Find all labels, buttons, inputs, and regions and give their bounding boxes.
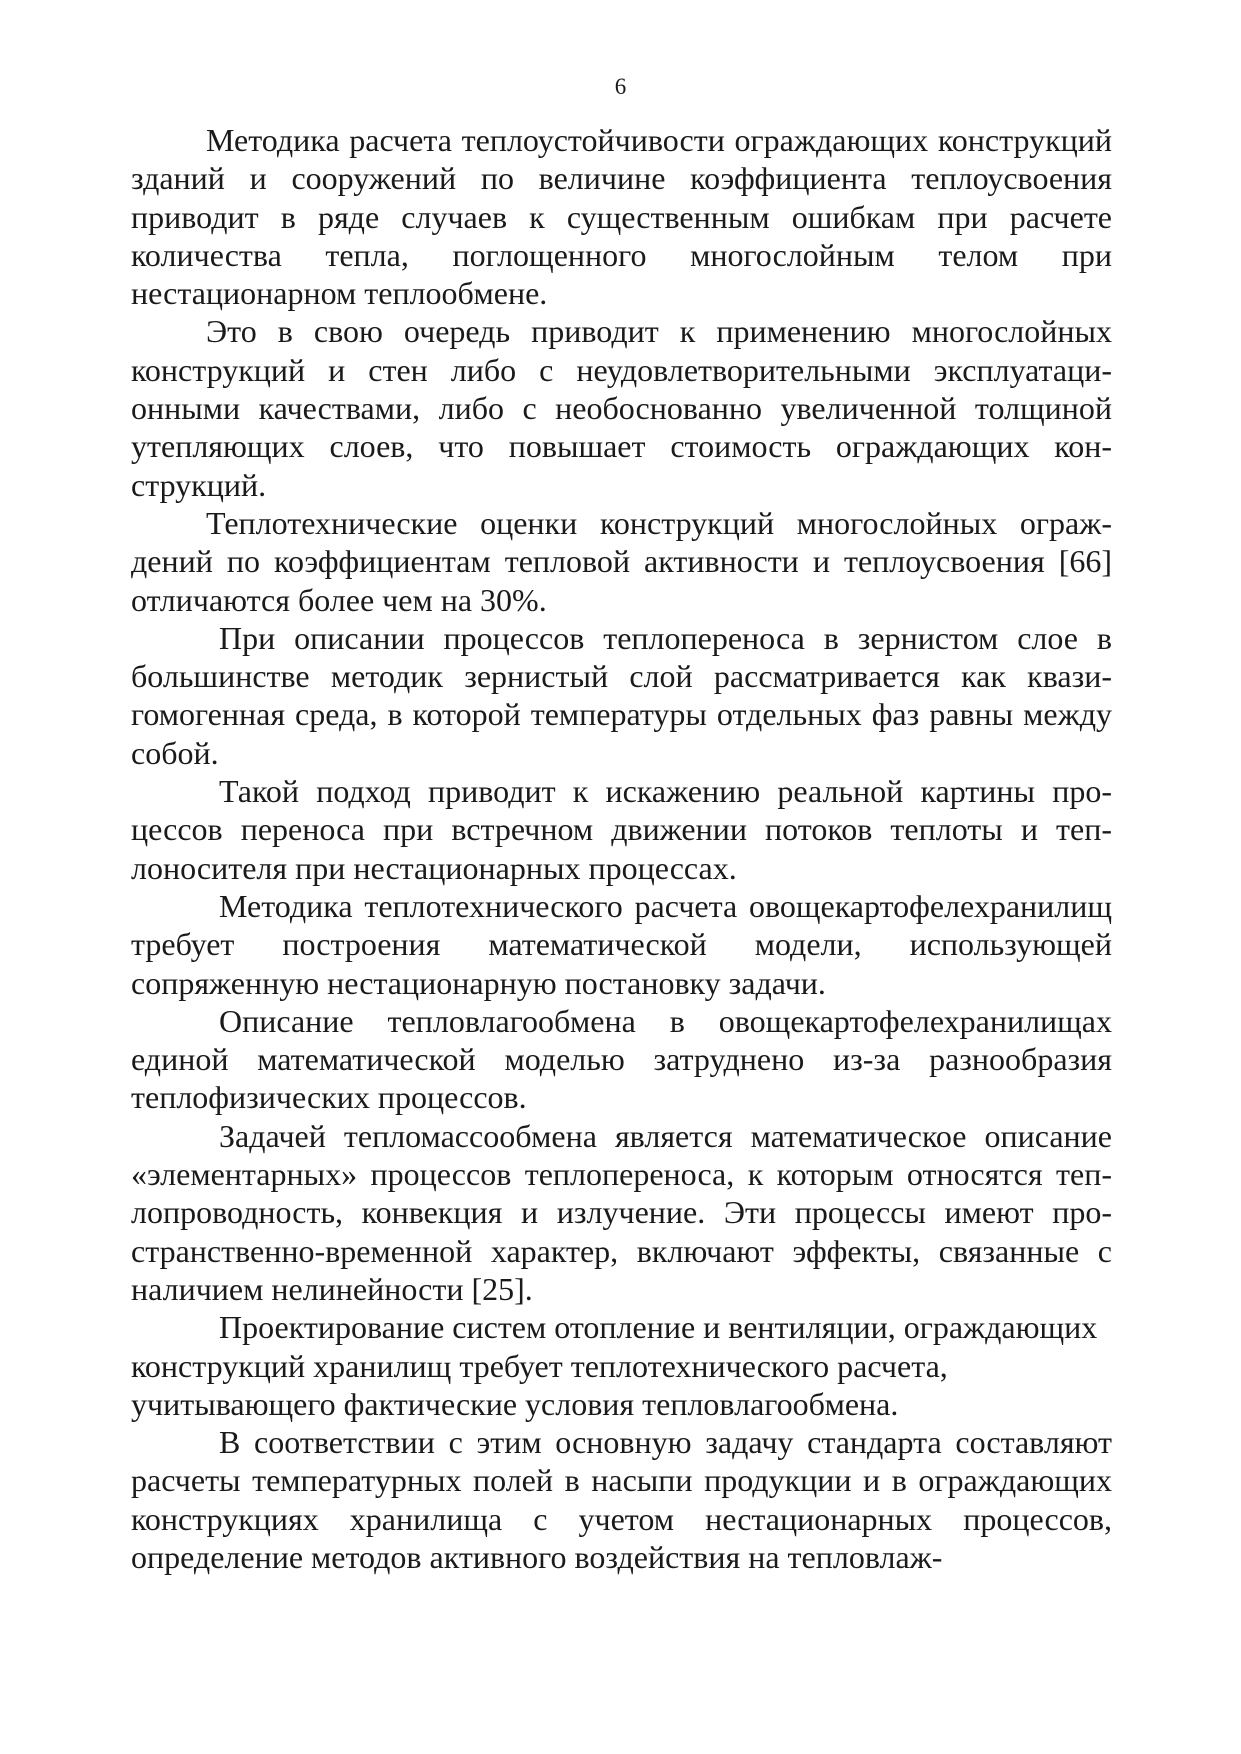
body-text	[131, 121, 1112, 1576]
paragraph-thermotechnical-estimates: Теплотехнические оценки конструкций многослойных ограждений по коэффициентам тепловой активности и теплоусвоения [66] отличаются более чем на 30%.	[131, 504, 1112, 618]
paragraph-heat-moisture-exchange: Описание тепловлагообмена в овощекартофелехранилищах единой математической моделью затруднено из-за разнообразия теплофизических процессов.	[131, 1002, 1112, 1116]
paragraph-heating-ventilation-design: Проектирование систем отопление и вентиляции, ограждающих конструкций хранилищ требует теплотехнического расчета, учитывающего фактические условия тепловлагообмена.	[131, 1309, 1098, 1422]
paragraph-multilayer-consequences: Это в свою очередь приводит к применению многослойных конструкций и стен либо с неудовлетворительными эксплуатационными качествами, либо с необоснованно увеличенной толщиной утепляющих слоев, что повышает стоимость ограждающих конструкций.	[131, 313, 1112, 503]
paragraph-approach-distortion: Такой подход приводит к искажению реальной картины процессов переноса при встречном движении потоков теплоты и теплоносителя при нестационарных процессах.	[131, 773, 1112, 886]
paragraph-heat-mass-transfer-task: Задачей тепломассообмена является математическое описание «элементарных» процессов теплопереноса, к которым относятся теплопроводность, конвекция и излучение. Эти процессы имеют пространственно-временной характер, включают эффекты, связанные с наличием нелинейности [25].	[131, 1117, 1112, 1307]
page-number: 6	[614, 74, 627, 99]
paragraph-granular-layer: При описании процессов теплопереноса в зернистом слое в большинстве методик зернистый слой рассматривается как квазигомогенная среда, в которой температуры отдельных фаз равны между собой.	[131, 619, 1112, 771]
paragraph-standard-main-task: В соответствии с этим основную задачу стандарта составляют расчеты температурных полей в насыпи продукции и в ограждающих конструкциях хранилища с учетом нестационарных процессов, определение методов активного воздействия на тепловлаж-	[131, 1424, 1112, 1575]
paragraph-storage-calculation-method: Методика теплотехнического расчета овощекартофелехранилищ требует построения математической модели, использующей сопряженную нестационарную постановку задачи.	[131, 887, 1112, 1001]
paragraph-thermal-stability-method: Методика расчета теплоустойчивости ограждающих конструкций зданий и сооружений по величине коэффициента теплоусвоения приводит в ряде случаев к существенным ошибкам при расчете количества тепла, поглощенного многослойным телом при нестационарном теплообмене.	[131, 122, 1112, 312]
